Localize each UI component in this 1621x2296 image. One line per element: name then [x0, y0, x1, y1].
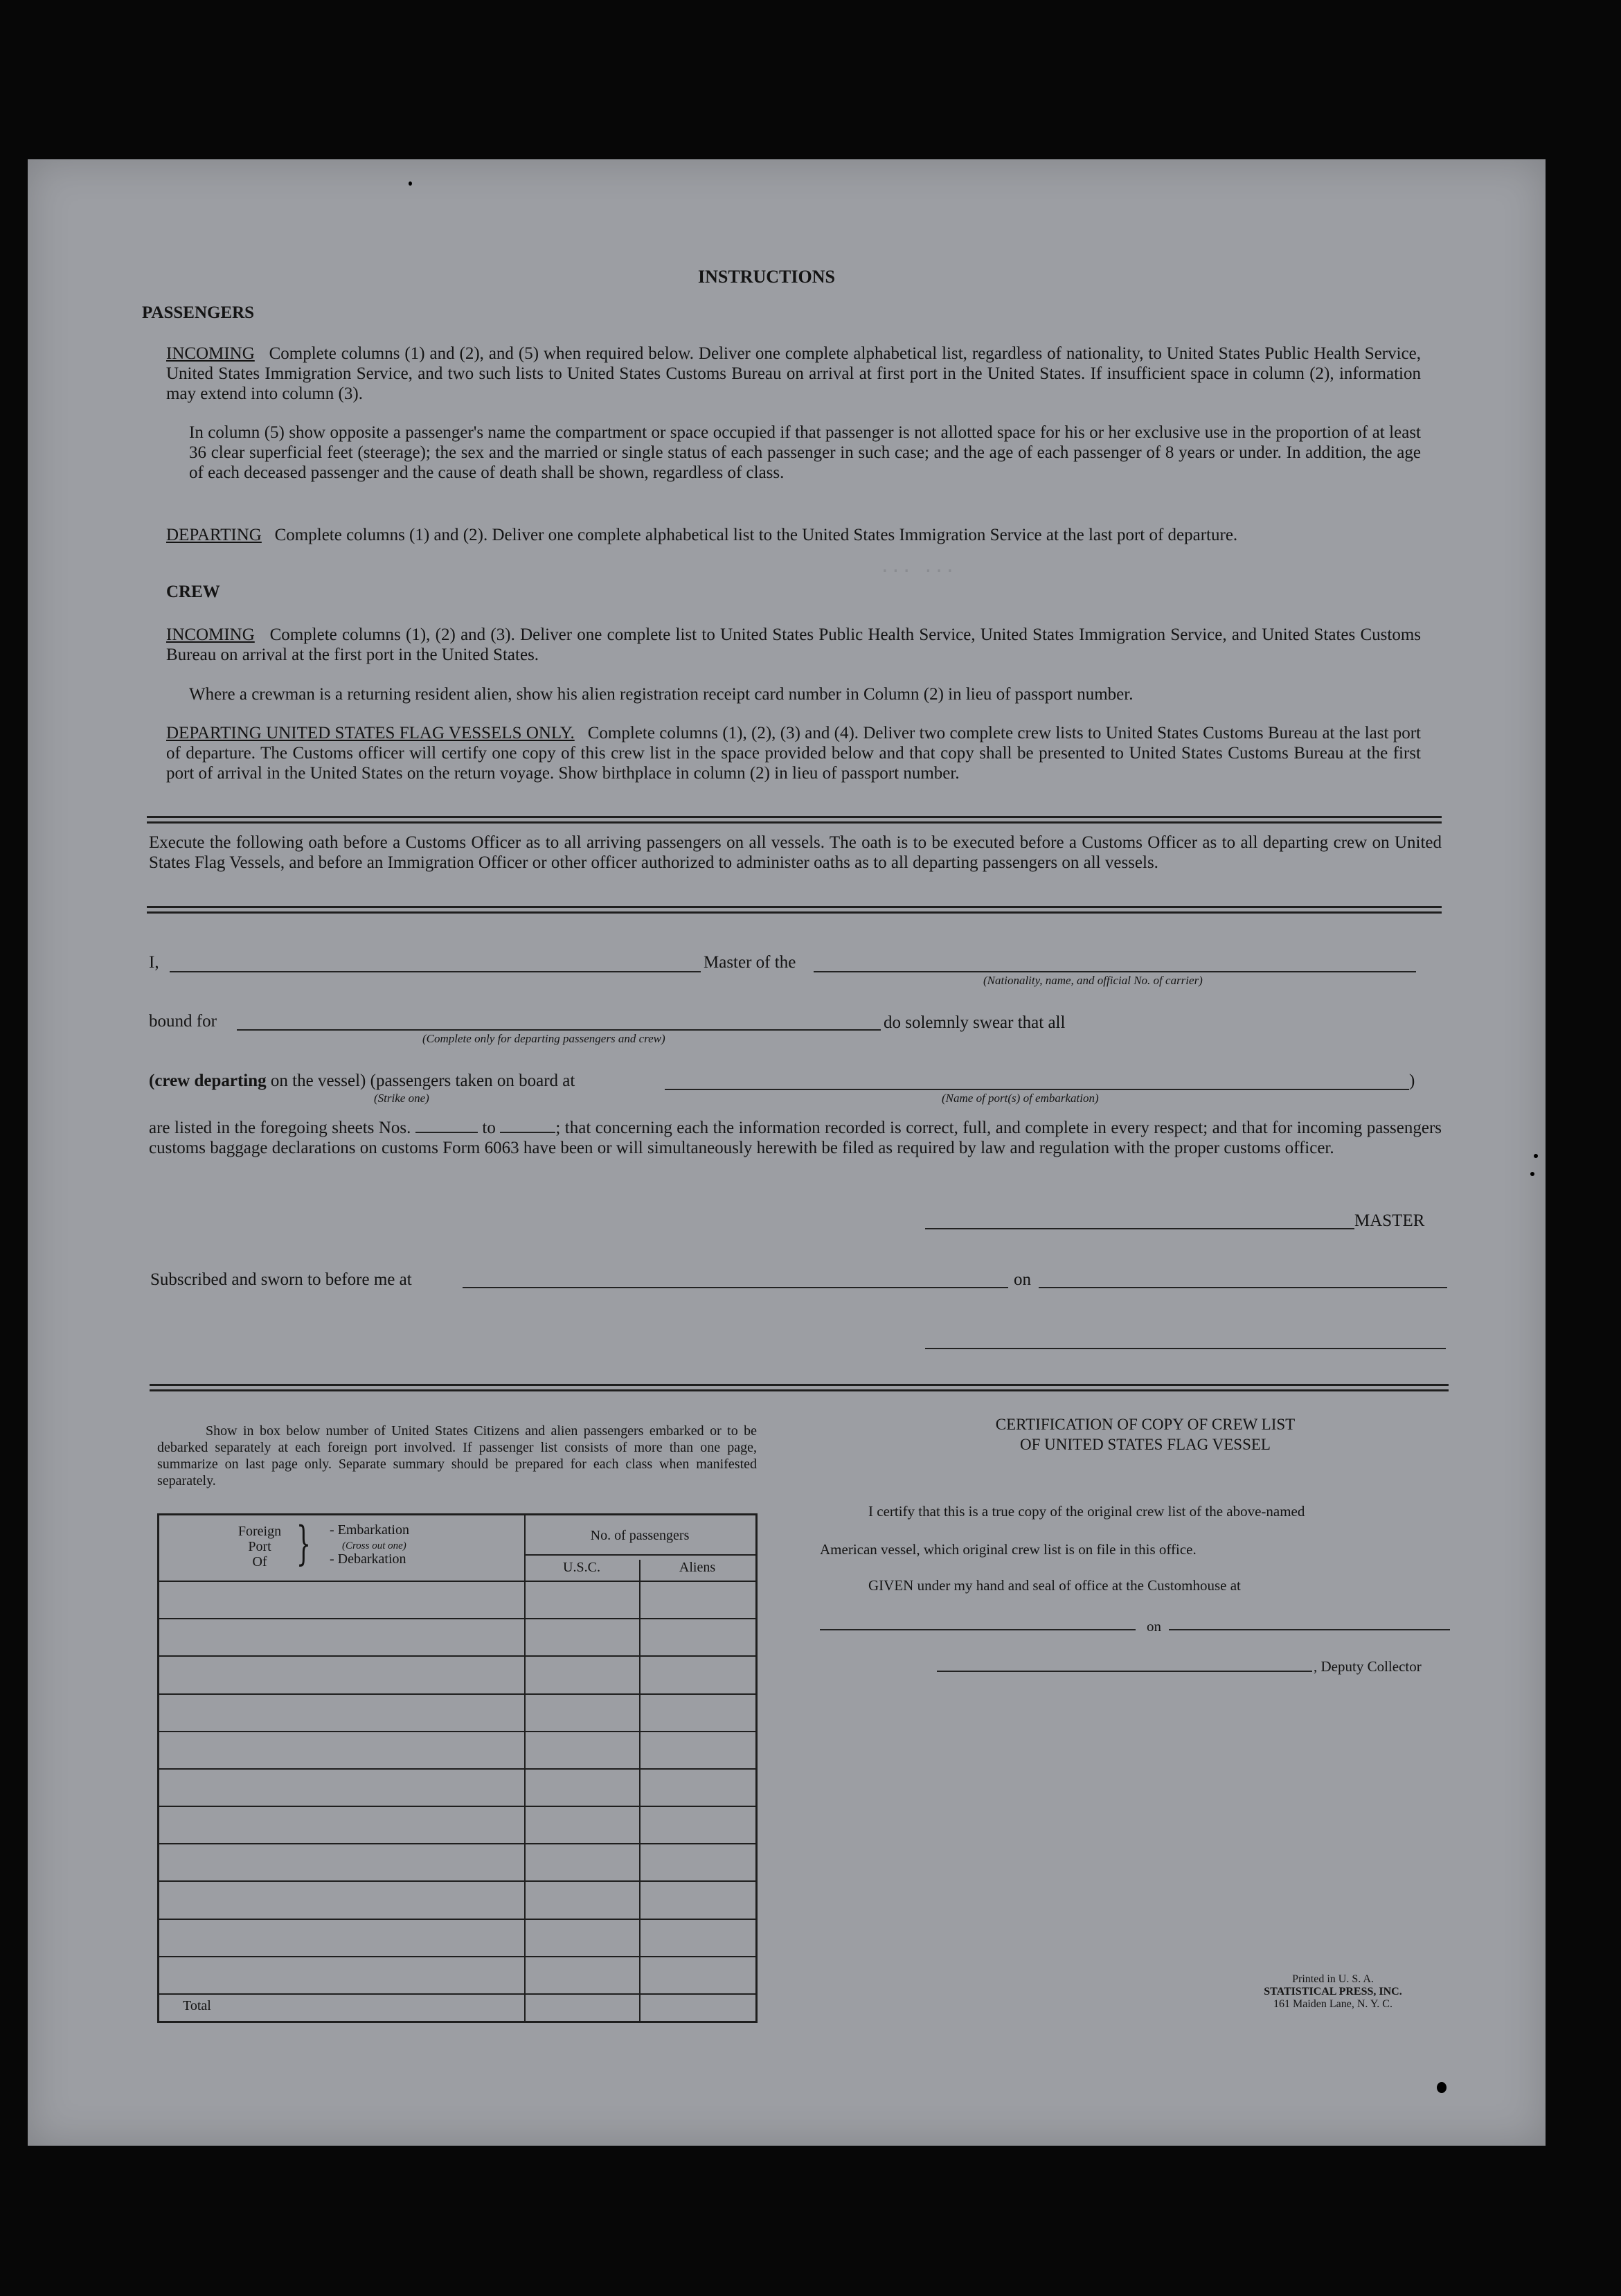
carrier-caption: (Nationality, name, and official No. of carrier) [983, 974, 1203, 987]
scan-speck [1534, 1154, 1538, 1158]
crew-departing-text: Complete columns (1), (2), (3) and (4). Deliver two complete crew lists to United States Customs Bureau at the last port of departure. The Customs officer will certify one copy of this crew list in the space provided below and that copy shall be presented to United States Customs Bureau at the first port of arrival in the United States on the return voyage. Show birthplace in column (2) in lieu of passport number. [166, 724, 1421, 783]
sheet-to-field[interactable] [500, 1119, 555, 1133]
crew-departing-option[interactable]: (crew departing [149, 1071, 267, 1090]
usc-header: U.S.C. [563, 1560, 600, 1575]
strike-one-phrase [149, 1071, 575, 1091]
of-text: Of [252, 1554, 267, 1569]
aliens-header: Aliens [679, 1560, 716, 1575]
given-text: GIVEN under my hand and seal of office at the Customhouse at [868, 1577, 1241, 1594]
divider [150, 1384, 1449, 1391]
page-title: INSTRUCTIONS [698, 267, 835, 287]
passengers-heading: PASSENGERS [142, 303, 255, 322]
header-bottom [159, 1581, 755, 1582]
certification-title-line2: OF UNITED STATES FLAG VESSEL [1020, 1436, 1271, 1453]
foreign-port-header [229, 1524, 291, 1569]
form-sheet [28, 159, 1546, 2146]
crew-incoming-text: Complete columns (1), (2) and (3). Deliver one complete list to United States Public Health Service, United States Immigration Service, and United States Customs Bureau on arrival at the first port in the United States. [166, 625, 1422, 664]
master-of-the-label: Master of the [701, 952, 798, 972]
close-paren: ) [1409, 1071, 1415, 1090]
passengers-departing-text: Complete columns (1) and (2). Deliver one complete alphabetical list to the United States Immigration Service at the last port of departure. [274, 526, 1238, 544]
port-text: Port [248, 1539, 271, 1554]
passengers-incoming-paragraph [166, 344, 1421, 404]
on-the-vessel-text: on the vessel) [270, 1071, 366, 1090]
resident-alien-paragraph: Where a crewman is a returning resident alien, show his alien registration receipt card number in Column (2) in lieu of passport number. [189, 685, 1134, 704]
foreign-text: Foreign [238, 1524, 282, 1539]
cert-on-label: on [1147, 1618, 1161, 1635]
listed-to-text: to [482, 1119, 496, 1137]
bound-for-field[interactable] [237, 1029, 881, 1031]
crew-departing-paragraph [166, 723, 1421, 783]
table-row[interactable] [159, 1655, 755, 1657]
column5-paragraph: In column (5) show opposite a passenger's name the compartment or space occupied if that passenger is not allotted space for his or her exclusive use in the proportion of at least 36 clear superficial feet (steerage); the sex and the married or single status of each passenger in such case; and the age of each passenger of 8 years or under. In addition, the age of each deceased passenger and the cause of death shall be shown, regardless of class. [189, 423, 1421, 482]
table-row[interactable] [159, 1806, 755, 1807]
passengers-taken-option[interactable]: (passengers taken on board at [370, 1071, 575, 1090]
row-divider [524, 1554, 755, 1556]
printer-imprint [1205, 1973, 1461, 2011]
table-row[interactable] [159, 1880, 755, 1882]
passenger-summary-table [157, 1513, 758, 2023]
imprint-line3: 161 Maiden Lane, N. Y. C. [1273, 1998, 1392, 2010]
swear-label: do solemnly swear that all [884, 1013, 1066, 1032]
table-row[interactable] [159, 1919, 755, 1920]
embarkation-port-field[interactable] [665, 1089, 1409, 1090]
column-divider [639, 1560, 641, 2021]
master-signature-label: MASTER [1354, 1211, 1425, 1230]
passengers-incoming-label: INCOMING [166, 344, 255, 363]
listed-text-b: ; that concerning each the information recorded is correct, full, and complete in every respect; and that for incoming passengers customs baggage declarations on customs Form 6063 have been or will simultaneously herewith be filed as required by law and regulation with the proper customs officer. [149, 1119, 1442, 1157]
oath-i-label: I, [149, 953, 159, 972]
embarkation-option[interactable]: - Embarkation [330, 1522, 409, 1538]
passengers-incoming-text: Complete columns (1) and (2), and (5) when required below. Deliver one complete alphabetical list, regardless of nationality, to United States Public Health Service, United States Immigration Service, and two such lists to United States Customs Bureau on arrival at first port in the United States. If insufficient space in column (2), information may extend into column (3). [166, 344, 1422, 403]
sworn-at-field[interactable] [463, 1287, 1008, 1288]
customhouse-field[interactable] [820, 1629, 1136, 1630]
master-name-field[interactable] [170, 971, 724, 972]
oath-intro: Execute the following oath before a Customs Officer as to all arriving passengers on all vessels. The oath is to be executed before a Customs Officer as to all departing crew on United States Flag Vessels, and before an Immigration Officer or other officer authorized to administer oaths as to all departing passengers on all vessels. [149, 833, 1442, 872]
no-of-passengers-header: No. of passengers [590, 1528, 690, 1543]
listed-text-a: are listed in the foregoing sheets Nos. [149, 1119, 411, 1137]
subscribed-label: Subscribed and sworn to before me at [150, 1270, 412, 1289]
scan-speck [409, 181, 412, 186]
total-row-divider[interactable] [159, 1993, 755, 1995]
divider [147, 816, 1442, 824]
certify-text: I certify that this is a true copy of the original crew list of the above-named [868, 1503, 1305, 1520]
cross-out-caption: (Cross out one) [342, 1540, 406, 1551]
bound-caption: (Complete only for departing passengers and crew) [422, 1032, 665, 1045]
table-row[interactable] [159, 1956, 755, 1957]
crew-heading: CREW [166, 582, 220, 601]
summary-instructions: Show in box below number of United States Citizens and alien passengers embarked or to be debarked separately at each foreign port involved. If passenger list consists of more than one page, summarize on last page only. Separate summary should be prepared for each class when manifested separately. [157, 1423, 757, 1488]
strike-one-caption: (Strike one) [374, 1092, 429, 1105]
cert-date-field[interactable] [1169, 1629, 1450, 1630]
imprint-line2: STATISTICAL PRESS, INC. [1264, 1986, 1402, 1997]
vessel-text: American vessel, which original crew list is on file in this office. [820, 1541, 1197, 1558]
table-row[interactable] [159, 1731, 755, 1732]
sworn-date-field[interactable] [1039, 1287, 1447, 1288]
table-row[interactable] [159, 1768, 755, 1770]
certification-title-line1: CERTIFICATION OF COPY OF CREW LIST [995, 1416, 1296, 1433]
crew-departing-label: DEPARTING UNITED STATES FLAG VESSELS ONLY. [166, 724, 575, 742]
scan-speck [1437, 2082, 1447, 2093]
brace-icon: } [296, 1517, 311, 1570]
passengers-departing-label: DEPARTING [166, 526, 262, 544]
table-row[interactable] [159, 1618, 755, 1619]
crew-incoming-label: INCOMING [166, 625, 255, 644]
bleed-through-text: ··· ··· [879, 561, 956, 582]
total-label: Total [183, 1998, 211, 2013]
bound-for-label: bound for [149, 1012, 217, 1031]
deputy-collector-label: , Deputy Collector [1314, 1658, 1422, 1675]
debarkation-option[interactable]: - Debarkation [330, 1551, 406, 1567]
ports-caption: (Name of port(s) of embarkation) [942, 1092, 1099, 1105]
deputy-signature-line[interactable] [937, 1671, 1312, 1672]
sworn-on-label: on [1014, 1270, 1031, 1289]
scan-speck [1530, 1172, 1534, 1176]
passengers-departing-paragraph [166, 525, 1421, 545]
sheet-from-field[interactable] [415, 1119, 478, 1133]
sheets-paragraph [149, 1118, 1442, 1158]
table-row[interactable] [159, 1693, 755, 1695]
divider [147, 906, 1442, 914]
crew-incoming-paragraph [166, 625, 1421, 665]
carrier-field[interactable] [814, 971, 1416, 972]
master-signature-line[interactable] [925, 1228, 1354, 1229]
officer-signature-line[interactable] [925, 1348, 1446, 1349]
table-row[interactable] [159, 1843, 755, 1844]
imprint-line1: Printed in U. S. A. [1292, 1973, 1374, 1985]
certification-title [931, 1414, 1360, 1454]
